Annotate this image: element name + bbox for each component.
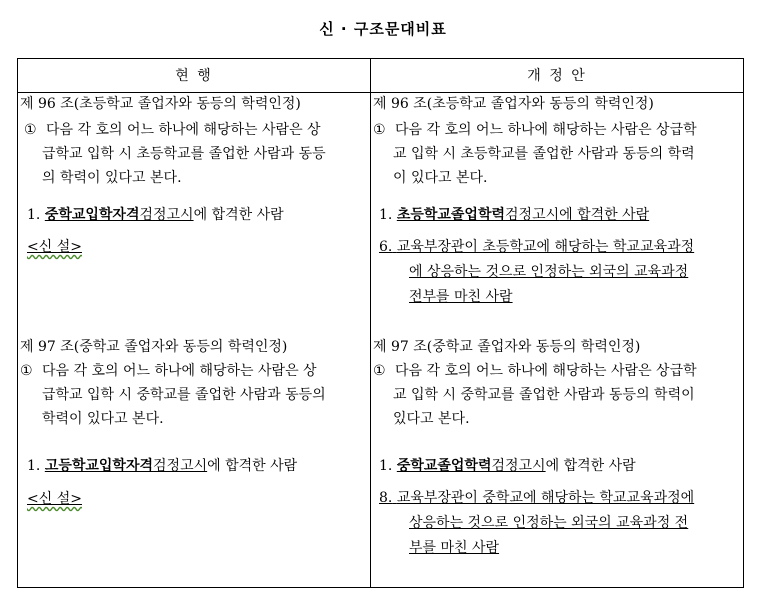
current-art97-heading: 제 97 조(중학교 졸업자와 동등의 학력인정) [20, 339, 288, 355]
item-underlined-term: 검정고시 [153, 458, 208, 474]
item-underlined-term: 검정고시 [505, 207, 560, 223]
document-title: 신 · 구조문대비표 [319, 20, 447, 38]
item-number: 1. [27, 207, 41, 223]
current-art97-clause-num: ① [20, 363, 33, 379]
header-revised: 개 정 안 [527, 68, 587, 84]
item-text: 에 합격한 사람 [193, 207, 284, 223]
revised-art97-clause-line: 있다고 본다. [393, 411, 470, 427]
current-art96-clause-line: 의 학력이 있다고 본다. [42, 170, 182, 186]
revised-art96-clause-line: 교 입학 시 초등학교를 졸업한 사람과 동등의 학력 [393, 146, 695, 162]
item-bold-term: 중학교졸업학력 [396, 458, 492, 474]
header-divider [18, 92, 743, 93]
item-number: 8. [379, 490, 393, 506]
current-art96-clause-line: 급학교 입학 시 초등학교를 졸업한 사람과 동등 [42, 146, 326, 162]
item-bold-term: 초등학교졸업학력 [396, 207, 506, 223]
item-bold-term: 중학교입학자격 [44, 207, 140, 223]
item-number: 1. [27, 458, 41, 474]
current-art97-clause-line: 급학교 입학 시 중학교를 졸업한 사람과 동등의 [42, 387, 326, 403]
revised-art96-clause-line: 이 있다고 본다. [393, 170, 488, 186]
item-underlined-term: 검정고시 [491, 458, 546, 474]
revised-art97-clause-num: ① [373, 363, 386, 379]
column-divider [370, 59, 371, 587]
revised-art96-item1 [379, 205, 649, 225]
revised-art97-heading: 제 97 조(중학교 졸업자와 동등의 학력인정) [373, 339, 641, 355]
current-art96-item1 [27, 205, 284, 225]
item-text: 에 합격한 사람 [207, 458, 298, 474]
current-art97-clause-line: 학력이 있다고 본다. [42, 411, 164, 427]
item-number: 6. [379, 239, 393, 255]
current-art97-new-marker [27, 489, 82, 509]
revised-art96-clause-line: 다음 각 호의 어느 하나에 해당하는 사람은 상급학 [395, 122, 697, 138]
comparison-table [17, 58, 744, 588]
new-provision-marker: <신 설> [27, 491, 82, 507]
current-art97-clause-line: 다음 각 호의 어느 하나에 해당하는 사람은 상 [42, 363, 317, 379]
revised-art97-item8 [379, 488, 694, 508]
item-text: 에 합격한 사람 [545, 458, 636, 474]
item-number: 1. [379, 458, 393, 474]
revised-art96-heading: 제 96 조(초등학교 졸업자와 동등의 학력인정) [373, 96, 654, 112]
current-art97-item1 [27, 456, 297, 476]
revised-art96-item6-line: 전부를 마친 사람 [409, 289, 513, 305]
item-bold-term: 고등학교입학자격 [44, 458, 154, 474]
revised-art97-clause-line: 교 입학 시 중학교를 졸업한 사람과 동등의 학력이 [393, 387, 695, 403]
current-art96-heading: 제 96 조(초등학교 졸업자와 동등의 학력인정) [20, 96, 301, 112]
item-text: 교육부장관이 중학교에 해당하는 학교교육과정에 [396, 490, 695, 506]
revised-art97-item1 [379, 456, 636, 476]
item-number: 1. [379, 207, 393, 223]
new-provision-marker: <신 설> [27, 239, 82, 255]
item-underlined-term: 검정고시 [139, 207, 194, 223]
revised-art97-item8-line: 상응하는 것으로 인정하는 외국의 교육과정 전 [409, 515, 689, 531]
header-current: 현 행 [175, 68, 213, 84]
item-text: 교육부장관이 초등학교에 해당하는 학교교육과정 [396, 239, 695, 255]
revised-art96-item6 [379, 237, 694, 257]
current-art96-clause-line: 다음 각 호의 어느 하나에 해당하는 사람은 상 [46, 122, 321, 138]
current-art96-new-marker [27, 237, 82, 257]
item-text: 에 합격한 사람 [559, 207, 650, 223]
revised-art97-clause-line: 다음 각 호의 어느 하나에 해당하는 사람은 상급학 [395, 363, 697, 379]
revised-art96-item6-line: 에 상응하는 것으로 인정하는 외국의 교육과정 [409, 264, 689, 280]
current-art96-clause-num: ① [24, 122, 37, 138]
revised-art97-item8-line: 부를 마친 사람 [409, 540, 500, 556]
revised-art96-clause-num: ① [373, 122, 386, 138]
